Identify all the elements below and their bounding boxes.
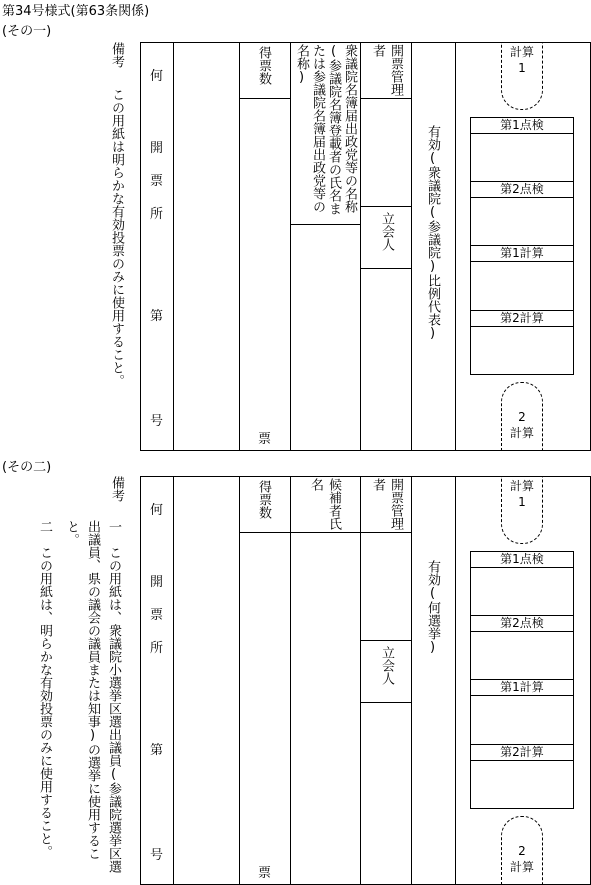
check-label: 第2点検 [500, 616, 544, 630]
station-char: 所 [150, 207, 164, 222]
station-char: 票 [150, 608, 164, 623]
check-label: 第2計算 [500, 745, 544, 759]
check-label: 第1計算 [500, 246, 544, 260]
check-label: 第2点検 [500, 182, 544, 196]
calc-1-mark: 計算 1 [501, 42, 543, 110]
section-one-label: (その一) [2, 24, 52, 39]
manager-header: 開票管理者 [370, 44, 403, 96]
valid-type-label: 有効(衆議院(参議院)比例代表) [425, 125, 440, 341]
station-char: 第 [150, 309, 164, 324]
votes-header: 得票数 [255, 46, 271, 85]
votes-unit: 票 [258, 866, 272, 881]
station-char: 第 [150, 743, 164, 758]
votes-unit: 票 [258, 432, 272, 447]
remarks-text-1: この用紙は明らかな有効投票のみに使用すること。 [108, 88, 124, 387]
calc-2-mark: 2 計算 [501, 816, 543, 885]
form-number-title: 第34号様式(第63条関係) [2, 4, 150, 19]
remarks-label-1: 備考 [108, 42, 124, 68]
station-char: 号 [150, 848, 164, 863]
station-char: 何 [150, 503, 164, 518]
station-char: 号 [150, 414, 164, 429]
valid-type-label: 有効(何選挙) [425, 560, 440, 655]
station-char: 票 [150, 174, 164, 189]
votes-header: 得票数 [255, 480, 271, 519]
station-char: 何 [150, 69, 164, 84]
remarks-item-2: 二 この用紙は、明らかな有効投票のみに使用すること。 [36, 520, 52, 858]
calc-1-mark: 計算 1 [501, 476, 543, 544]
party-name-header: 衆議院名簿届出政党等の名称(参議院名簿登載者の氏名または参議院名簿届出政党等の名称) [294, 44, 357, 215]
check-label: 第1点検 [500, 118, 544, 132]
remarks-label-2: 備考 [108, 476, 124, 502]
calc-2-mark: 2 計算 [501, 382, 543, 451]
manager-header: 開票管理者 [370, 478, 403, 530]
remarks-item-1: 一 この用紙は、衆議院小選挙区選出議員(参議院選挙区選出議員、県の議会の議員または知事)の選挙に使用すること。 [64, 520, 121, 873]
station-char: 開 [150, 575, 164, 590]
check-label: 第1点検 [500, 552, 544, 566]
witness-label: 立会人 [378, 646, 394, 685]
section-two-label: (その二) [2, 460, 52, 475]
station-char: 所 [150, 641, 164, 656]
candidate-name-header: 候補者氏名 [308, 478, 341, 530]
witness-label: 立会人 [378, 212, 394, 251]
check-label: 第1計算 [500, 680, 544, 694]
station-char: 開 [150, 141, 164, 156]
check-label: 第2計算 [500, 311, 544, 325]
